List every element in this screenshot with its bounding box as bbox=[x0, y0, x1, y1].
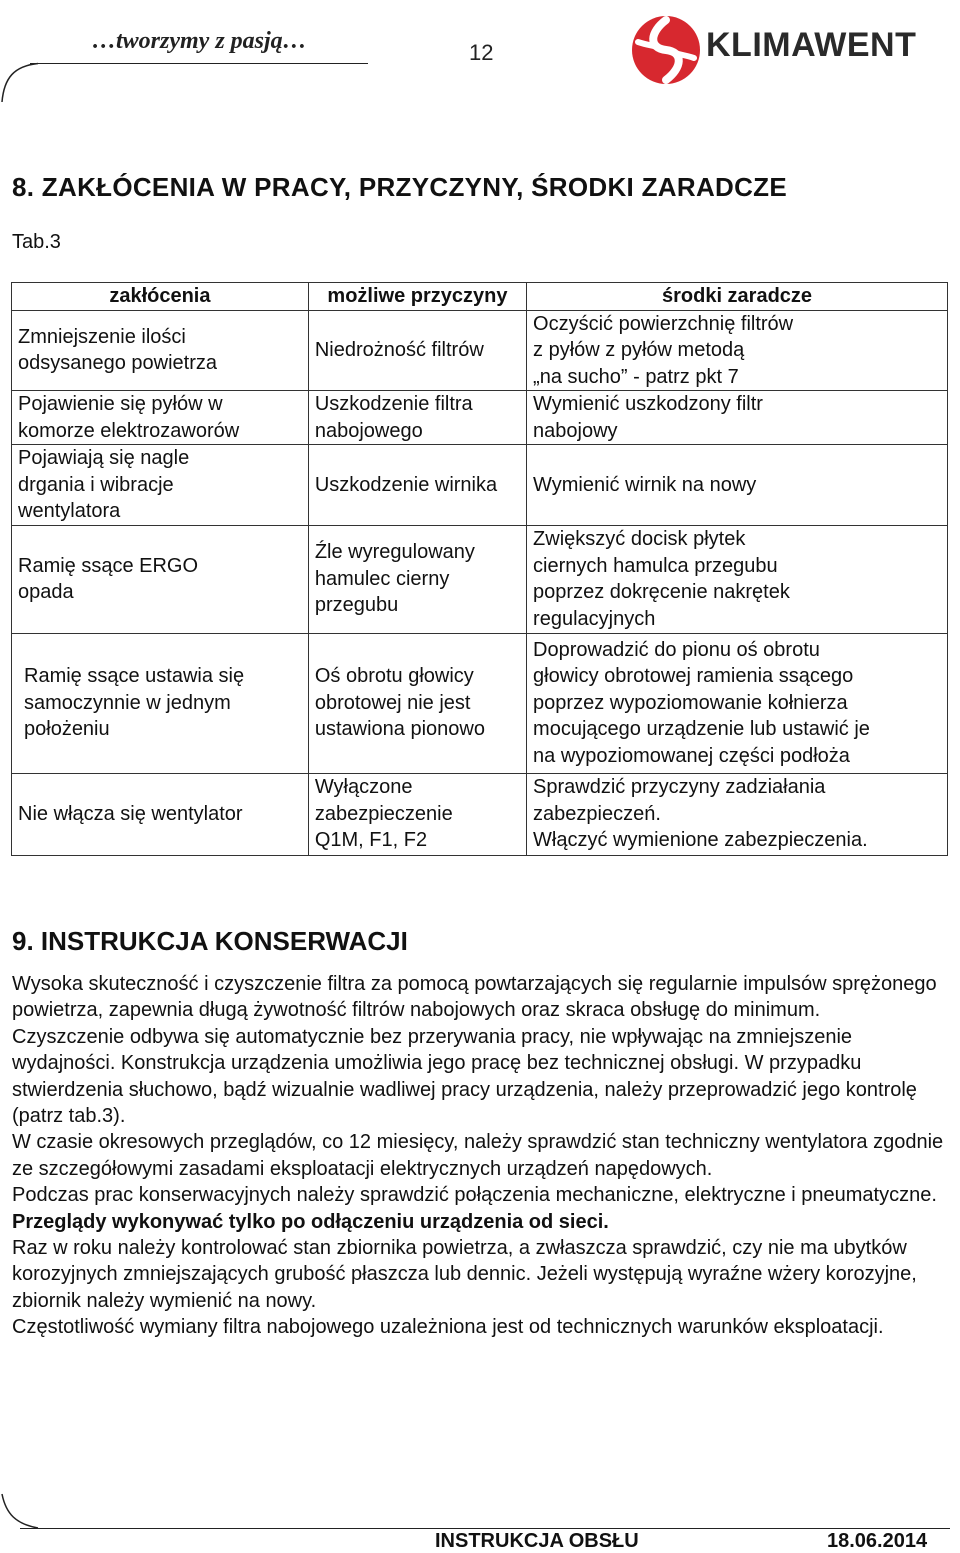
paragraph: Wysoka skuteczność i czyszczenie filtra za pomocą powtarzających się regularnie impulsów sprężonego powietrza, zapewnia długą żywotność filtrów nabojowych oraz skraca obsługę do minimum. bbox=[12, 973, 937, 1022]
paragraph: W czasie okresowych przeglądów, co 12 miesięcy, należy sprawdzić stan techniczny wentylatora zgodnie ze szczegółowymi zasadami eksploatacji elektrycznych urządzeń napędowych. bbox=[12, 1131, 944, 1180]
table-row bbox=[12, 633, 948, 773]
fault-cell: Pojawienie się pyłów w komorze elektrozaworów bbox=[12, 391, 309, 445]
section-8-title: 8. ZAKŁÓCENIA W PRACY, PRZYCZYNY, ŚRODKI ZARADCZE bbox=[12, 172, 787, 202]
cause-cell: Uszkodzenie wirnika bbox=[308, 445, 526, 526]
paragraph: Podczas prac konserwacyjnych należy sprawdzić połączenia mechaniczne, elektryczne i pneumatyczne. bbox=[12, 1184, 937, 1207]
column-header-causes: możliwe przyczyny bbox=[308, 283, 526, 311]
table-row bbox=[12, 310, 948, 391]
fault-cell: Ramię ssące ERGO opada bbox=[12, 525, 309, 633]
fault-cell: Ramię ssące ustawia się samoczynnie w jednym położeniu bbox=[12, 633, 309, 773]
column-header-faults: zakłócenia bbox=[12, 283, 309, 311]
table-label: Tab.3 bbox=[12, 231, 61, 253]
cause-cell: Wyłączone zabezpieczenie Q1M, F1, F2 bbox=[308, 773, 526, 855]
remedy-cell: Doprowadzić do pionu oś obrotu głowicy obrotowej ramienia ssącego poprzez wypoziomowanie kołnierza mocującego urządzenie lub ustawić je na wypoziomowanej części podłoża bbox=[527, 633, 948, 773]
header-divider-line bbox=[30, 63, 368, 64]
cause-cell: Źle wyregulowany hamulec cierny przegubu bbox=[308, 525, 526, 633]
table-row bbox=[12, 445, 948, 526]
page-number: 12 bbox=[469, 40, 494, 65]
remedy-cell: Oczyścić powierzchnię filtrów z pyłów z pyłów metodą „na sucho” - patrz pkt 7 bbox=[527, 310, 948, 391]
remedy-cell: Sprawdzić przyczyny zadziałania zabezpieczeń. Włączyć wymienione zabezpieczenia. bbox=[527, 773, 948, 855]
cause-cell: Uszkodzenie filtra nabojowego bbox=[308, 391, 526, 445]
cause-cell: Niedrożność filtrów bbox=[308, 310, 526, 391]
warning-paragraph: Przeglądy wykonywać tylko po odłączeniu urządzenia od sieci. bbox=[12, 1210, 609, 1233]
table-row bbox=[12, 525, 948, 633]
footer-date: 18.06.2014 bbox=[827, 1530, 928, 1552]
paragraph: Raz w roku należy kontrolować stan zbiornika powietrza, a zwłaszcza sprawdzić, czy nie ma ubytków korozyjnych zmniejszających grubość płaszcza lub dennic. Jeżeli występują wyraźne wżery korozyjne, zbiornik należy wymienić na nowy. bbox=[12, 1237, 917, 1312]
section-9-title: 9. INSTRUKCJA KONSERWACJI bbox=[12, 926, 408, 956]
footer-divider-curve bbox=[0, 1490, 40, 1530]
faults-table bbox=[11, 282, 948, 856]
fault-cell: Nie włącza się wentylator bbox=[12, 773, 309, 855]
cause-cell: Oś obrotu głowicy obrotowej nie jest ustawiona pionowo bbox=[308, 633, 526, 773]
paragraph: Czyszczenie odbywa się automatycznie bez przerywania pracy, nie wpływając na zmniejszenie wydajności. Konstrukcja urządzenia umożliwia jego pracę bez technicznej obsługi. W przypadku stwierdzenia słuchowo, bądź wizualnie wadliwej pracy urządzenia, należy przeprowadzić jego kontrolę (patrz tab.3). bbox=[12, 1025, 917, 1128]
column-header-remedies: środki zaradcze bbox=[527, 283, 948, 311]
footer-divider-line bbox=[20, 1528, 950, 1529]
fault-cell: Pojawiają się nagle drgania i wibracje wentylatora bbox=[12, 445, 309, 526]
remedy-cell: Wymienić wirnik na nowy bbox=[527, 445, 948, 526]
table-row bbox=[12, 773, 948, 855]
fault-cell: Zmniejszenie ilości odsysanego powietrza bbox=[12, 310, 309, 391]
header-divider-curve bbox=[0, 60, 40, 105]
remedy-cell: Zwiększyć docisk płytek ciernych hamulca przegubu poprzez dokręcenie nakrętek regulacyjnych bbox=[527, 525, 948, 633]
logo-wordmark: KLIMAWENT bbox=[706, 26, 917, 64]
table-header-row bbox=[12, 283, 948, 311]
remedy-cell: Wymienić uszkodzony filtr nabojowy bbox=[527, 391, 948, 445]
paragraph: Częstotliwość wymiany filtra nabojowego uzależniona jest od technicznych warunków eksploatacji. bbox=[12, 1316, 884, 1339]
table-row bbox=[12, 391, 948, 445]
footer-document-title: INSTRUKCJA OBSŁU bbox=[435, 1530, 639, 1552]
maintenance-text bbox=[12, 971, 952, 1341]
header-slogan: …tworzymy z pasją… bbox=[92, 28, 307, 54]
